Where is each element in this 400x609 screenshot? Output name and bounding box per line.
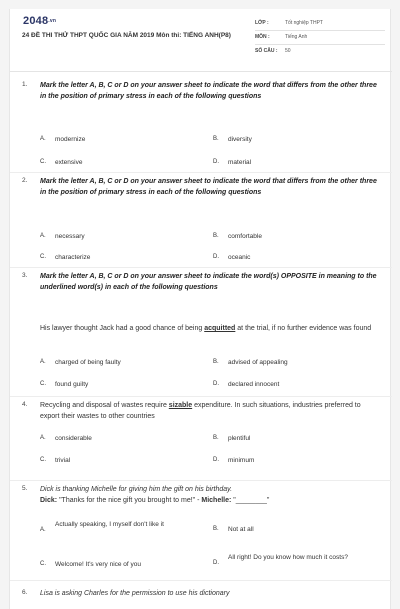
question-divider [10, 480, 392, 481]
meta-count-label: SỐ CÂU : [255, 48, 278, 54]
exam-header [10, 9, 392, 77]
meta-question-count [255, 45, 385, 59]
meta-class [255, 17, 385, 31]
question-divider [10, 267, 392, 268]
question-divider [10, 580, 392, 581]
dialog-line: Dick: "Thanks for the nice gift you brought to me!" - Michelle: "________" [40, 497, 270, 504]
question-divider [10, 172, 392, 173]
question-number: 6. [22, 589, 28, 596]
question-stem: His lawyer thought Jack had a good chance of being acquitted at the trial, if no further evidence was found [40, 325, 372, 332]
header-divider [10, 71, 392, 72]
question-number: 3. [22, 272, 28, 279]
meta-subject-value: Tiếng Anh [285, 34, 308, 40]
question-instruction: Mark the letter A, B, C or D on your answer sheet to indicate the word that differs from the other three in the position of primary stress in each of the following questions [40, 82, 377, 100]
exam-page: 2048.vn 24 ĐỀ THI THỬ THPT QUỐC GIA NĂM 2019 Môn thi: TIẾNG ANH(P8) LỚP : Tốt nghiệp THPT MÔN : Tiếng Anh SỐ CÂU : 50 1. Mark the letter A, B, C or D on your answer sheet to indicate the word that differs from the other three in the position of primary stress in each of the following questions A. modernize B. diversity C. extensive D. material 2. Mark the letter A, B, C or D on your answer sheet to indicate the word that differs from the other three in the position of primary stress in each of the following questions A. necessary B. comfortable C. characterize D. oceanic 3. Mark the letter A, B, C or D on your answer sheet to indicate the word(s) OPPOSITE in meaning to the underlined word(s) in each of the following questions His lawyer thought Jack had a good chance of being acquitted at the trial, if no further evidence was found A. charged of being faulty B. advised of appealing C. found guilty D. declared innocent 4. Recycling and disposal of wastes require sizable expenditure. In such situations, industries preferred to export their wastes to other countries A. considerable B. plentiful C. trivial D. minimum 5. Dick is thanking Michelle for giving him the gift on his birthday. Dick: "Thanks for the nice gift you brought to me!" - Michelle: "________" A. Actually speaking, I myself don't like it B. Not at all C. Welcome! It's very nice of you D. All right! Do you know how much it costs? 6. Lisa is asking Charles for the permission to use his dictionary [9, 9, 391, 609]
meta-class-value: Tốt nghiệp THPT [285, 20, 323, 26]
question-number: 5. [22, 485, 28, 492]
question-instruction: Mark the letter A, B, C or D on your answer sheet to indicate the word that differs from the other three in the position of primary stress in each of the following questions [40, 178, 377, 196]
question-instruction: Mark the letter A, B, C or D on your answer sheet to indicate the word(s) OPPOSITE in meaning to the underlined word(s) in each of the following questions [40, 273, 377, 291]
site-logo[interactable]: 2048.vn [23, 15, 57, 27]
meta-class-label: LỚP : [255, 20, 269, 26]
question-divider [10, 396, 392, 397]
meta-subject-label: MÔN : [255, 34, 270, 40]
question-number: 2. [22, 177, 28, 184]
question-number: 4. [22, 401, 28, 408]
underlined-keyword: sizable [168, 402, 193, 409]
dialog-context: Dick is thanking Michelle for giving him the gift on his birthday. [40, 486, 233, 493]
meta-count-value: 50 [285, 48, 291, 54]
exam-title: 24 ĐỀ THI THỬ THPT QUỐC GIA NĂM 2019 Môn thi: TIẾNG ANH(P8) [22, 32, 231, 39]
dialog-context: Lisa is asking Charles for the permission to use his dictionary [40, 590, 230, 597]
underlined-keyword: acquitted [204, 325, 236, 332]
question-number: 1. [22, 81, 28, 88]
meta-subject [255, 31, 385, 45]
question-stem: Recycling and disposal of wastes require sizable expenditure. In such situations, industries preferred to export their wastes to other countries [40, 402, 361, 420]
